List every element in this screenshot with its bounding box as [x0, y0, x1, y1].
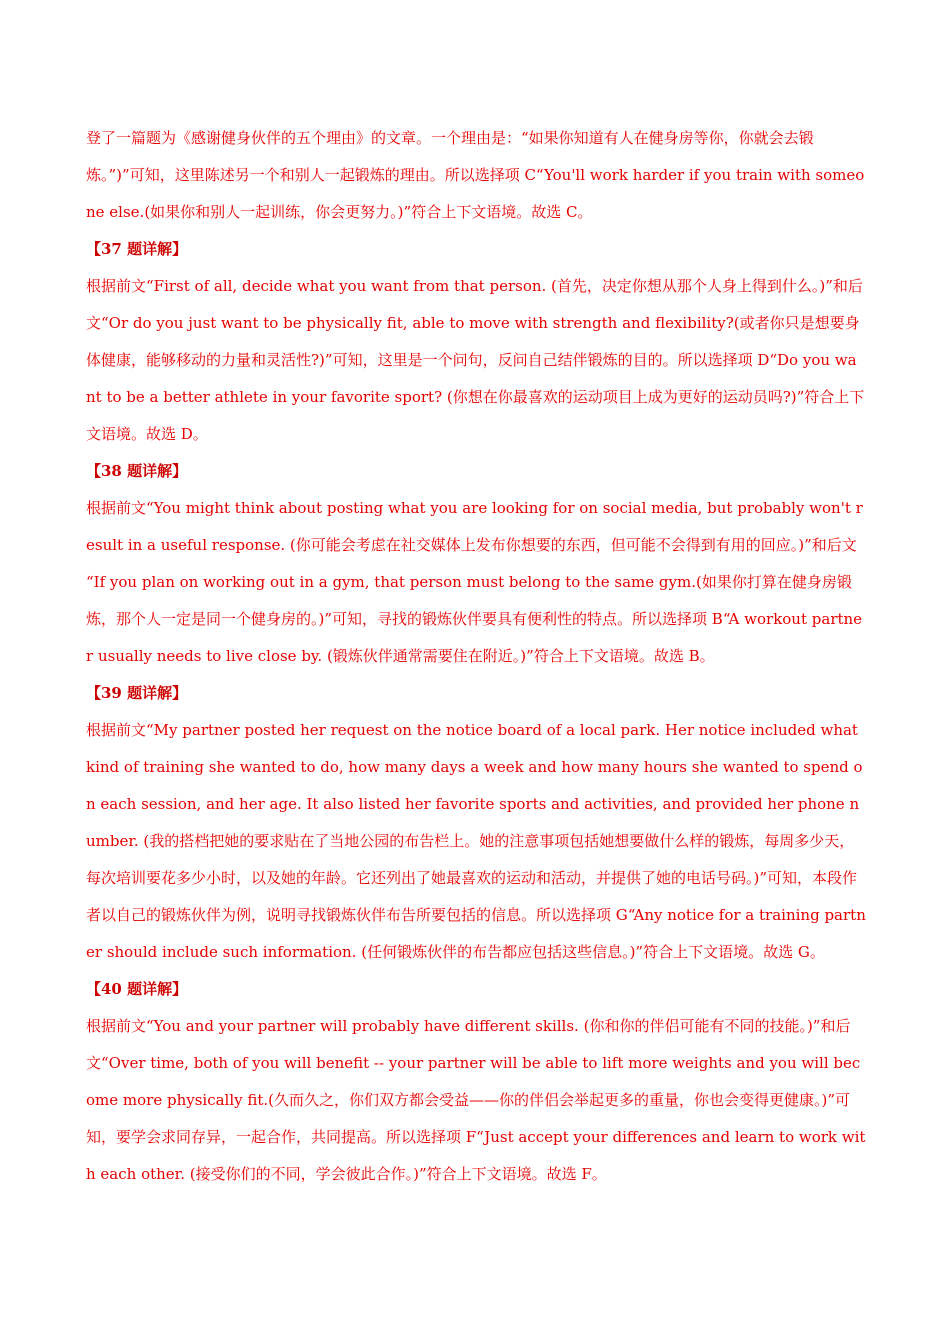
heading-question-37: 【37 题详解】 — [86, 240, 188, 258]
paragraph-question-40: 根据前文“You and your partner will probably have different skills. (你和你的伴侣可能有不同的技能。)”和后文“Over time, both of you will benefit -- your partner will be able to lift more weights and you will become more physically fit.(久而久之，你们双方都会受益——你的伴侣会举起更多的重量，你也会变得更健康。)”可知，要学会求同存异，一起合作，共同提高。所以选择项 F“Just accept your differences and learn to work with each other. (接受你们的不同，学会彼此合作。)”符合上下文语境。故选 F。 — [86, 1017, 866, 1183]
heading-question-39: 【39 题详解】 — [86, 684, 188, 702]
heading-question-38: 【38 题详解】 — [86, 462, 188, 480]
paragraph-36-continuation: 登了一篇题为《感谢健身伙伴的五个理由》的文章。一个理由是：“如果你知道有人在健身房等你，你就会去锻炼。”)”可知，这里陈述另一个和别人一起锻炼的理由。所以选择项 C“You'll work harder if you train with someone else.(如果你和别人一起训练，你会更努力。)”符合上下文语境。故选 C。 — [86, 129, 865, 221]
paragraph-question-37: 根据前文“First of all, decide what you want from that person. (首先，决定你想从那个人身上得到什么。)”和后文“Or do you just want to be physically fit, able to move with strength and flexibility?(或者你只是想要身体健康，能够移动的力量和灵活性?)”可知，这里是一个问句，反问自己结伴锻炼的目的。所以选择项 D“Do you want to be a better athlete in your favorite sport? (你想在你最喜欢的运动项目上成为更好的运动员吗?)”符合上下文语境。故选 D。 — [86, 277, 865, 443]
heading-question-40: 【40 题详解】 — [86, 980, 188, 998]
paragraph-question-39: 根据前文“My partner posted her request on the notice board of a local park. Her notice included what kind of training she wanted to do, how many days a week and how many hours she wanted to spend on each session, and her age. It also listed her favorite sports and activities, and provided her phone number. (我的搭档把她的要求贴在了当地公园的布告栏上。她的注意事项包括她想要做什么样的锻炼，每周多少天，每次培训要花多少小时，以及她的年龄。它还列出了她最喜欢的运动和活动，并提供了她的电话号码。)”可知，本段作者以自己的锻炼伙伴为例，说明寻找锻炼伙伴布告所要包括的信息。所以选择项 G“Any notice for a training partner should include such information. (任何锻炼伙伴的布告都应包括这些信息。)”符合上下文语境。故选 G。 — [86, 721, 866, 961]
paragraph-question-38: 根据前文“You might think about posting what you are looking for on social media, but probably won't result in a useful response. (你可能会考虑在社交媒体上发布你想要的东西，但可能不会得到有用的回应。)”和后文 “If you plan on working out in a gym, that person must belong to the same gym.(如果你打算在健身房锻炼，那个人一定是同一个健身房的。)”可知，寻找的锻炼伙伴要具有便利性的特点。所以选择项 B“A workout partner usually needs to live close by. (锻炼伙伴通常需要住在附近。)”符合上下文语境。故选 B。 — [86, 499, 863, 665]
answer-explanations — [86, 120, 866, 1193]
